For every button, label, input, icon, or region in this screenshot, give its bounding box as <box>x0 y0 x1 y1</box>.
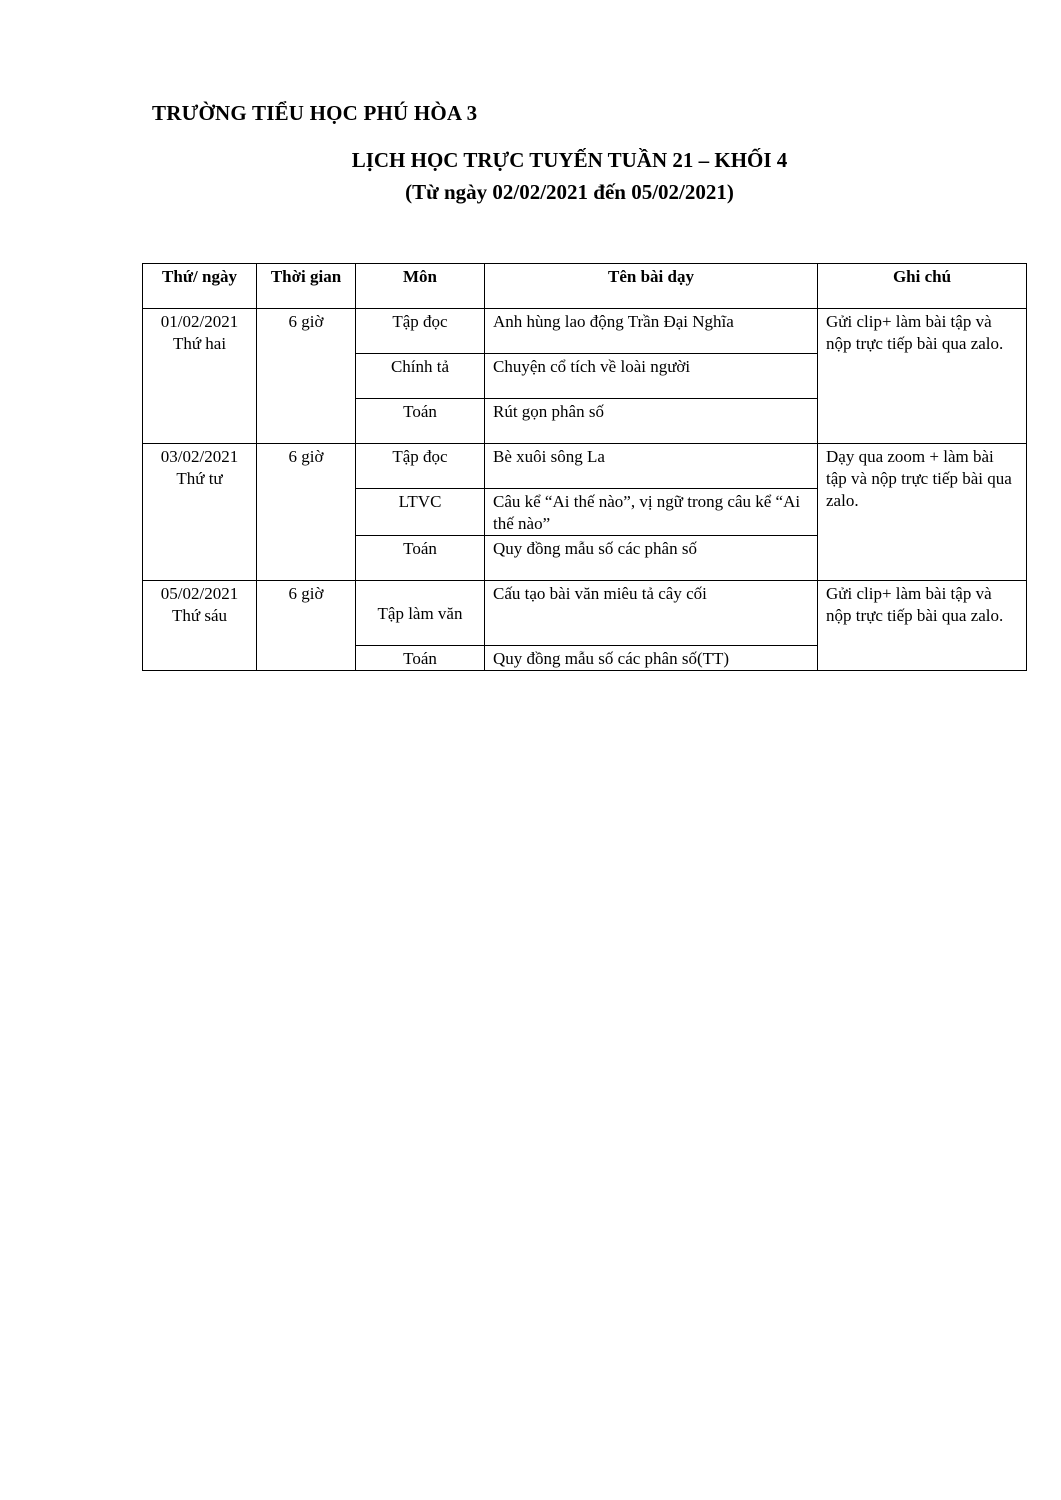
lesson-cell: Rút gọn phân số <box>485 399 818 444</box>
table-row <box>143 444 1027 489</box>
table-row <box>143 309 1027 354</box>
subject-cell: Tập làm văn <box>356 581 485 646</box>
table-row <box>143 581 1027 646</box>
column-header-lesson: Tên bài dạy <box>485 264 818 309</box>
document-title: LỊCH HỌC TRỰC TUYẾN TUẦN 21 – KHỐI 4 <box>351 148 788 172</box>
column-header-time: Thời gian <box>257 264 356 309</box>
day-cell <box>143 581 257 671</box>
time-cell: 6 giờ <box>257 581 356 671</box>
document-subtitle: (Từ ngày 02/02/2021 đến 05/02/2021) <box>405 180 734 204</box>
lesson-cell: Anh hùng lao động Trần Đại Nghĩa <box>485 309 818 354</box>
time-cell: 6 giờ <box>257 444 356 581</box>
subject-cell: Tập đọc <box>356 309 485 354</box>
subject-cell: Toán <box>356 399 485 444</box>
school-name: TRƯỜNG TIỂU HỌC PHÚ HÒA 3 <box>152 101 478 125</box>
time-cell: 6 giờ <box>257 309 356 444</box>
column-header-note: Ghi chú <box>818 264 1027 309</box>
date-text: 05/02/2021 <box>160 584 239 603</box>
weekday-text: Thứ tư <box>176 469 223 488</box>
date-text: 03/02/2021 <box>160 447 239 466</box>
day-cell <box>143 444 257 581</box>
column-header-day: Thứ/ ngày <box>143 264 257 309</box>
lesson-cell: Bè xuôi sông La <box>485 444 818 489</box>
date-text: 01/02/2021 <box>160 312 239 331</box>
subject-cell: Toán <box>356 646 485 671</box>
lesson-cell: Cấu tạo bài văn miêu tả cây cối <box>485 581 818 646</box>
table-header-row <box>143 264 1027 309</box>
weekday-text: Thứ hai <box>172 334 227 353</box>
weekday-text: Thứ sáu <box>171 606 227 625</box>
subject-cell: Toán <box>356 536 485 581</box>
lesson-cell: Quy đồng mẫu số các phân số <box>485 536 818 581</box>
subject-cell: LTVC <box>356 489 485 536</box>
subject-cell: Tập đọc <box>356 444 485 489</box>
note-cell: Gửi clip+ làm bài tập và nộp trực tiếp bài qua zalo. <box>818 309 1027 444</box>
schedule-table <box>142 263 1027 671</box>
note-cell: Dạy qua zoom + làm bài tập và nộp trực tiếp bài qua zalo. <box>818 444 1027 581</box>
column-header-subject: Môn <box>356 264 485 309</box>
note-cell: Gửi clip+ làm bài tập và nộp trực tiếp bài qua zalo. <box>818 581 1027 671</box>
lesson-cell: Chuyện cổ tích về loài người <box>485 354 818 399</box>
day-cell <box>143 309 257 444</box>
lesson-cell: Quy đồng mẫu số các phân số(TT) <box>485 646 818 671</box>
lesson-cell: Câu kể “Ai thế nào”, vị ngữ trong câu kể “Ai thế nào” <box>485 489 818 536</box>
subject-cell: Chính tả <box>356 354 485 399</box>
